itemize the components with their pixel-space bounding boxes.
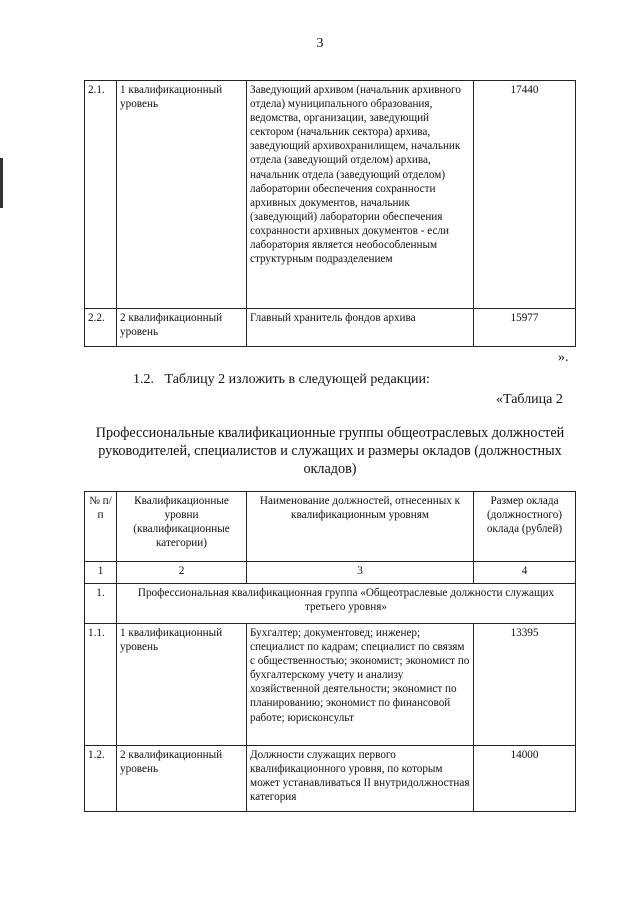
salary-value: 14000 [474,746,576,812]
column-number: 3 [247,562,474,584]
qualification-level: 2 квалификационный уровень [117,309,247,347]
table-row [85,624,576,746]
salary-table-2 [84,491,576,812]
column-number: 1 [85,562,117,584]
salary-table-continuation [84,80,576,347]
column-number-row [85,562,576,584]
header-positions: Наименование должностей, отнесенных к квалификационным уровням [247,492,474,562]
table-row [85,81,576,309]
group-row [85,584,576,624]
closing-quote: ». [558,350,569,365]
amendment-instruction: 1.2. Таблицу 2 изложить в следующей редакции: [133,372,430,387]
salary-value: 15977 [474,309,576,347]
table-heading: Профессиональные квалификационные группы общеотраслевых должностей руководителей, специалистов и служащих и размеры окладов (должностных окладов) [95,425,565,477]
position-names: Заведующий архивом (начальник архивного отдела) муниципального образования, ведомства, организации, заведующий сектором (начальник сектора) архива, заведующий архивохранилищем, начальник отдела (заведующий отделом) архива, начальник отдела (заведующий отделом) лаборатории обеспечения сохранности архивных документов, начальник (заведующий) лаборатории обеспечения сохранности архивных документов - если лаборатория является необособленным структурным подразделением [247,81,474,309]
row-number: 1.2. [85,746,117,812]
position-names: Должности служащих первого квалификационного уровня, по которым может устанавливаться II внутридолжностная категория [247,746,474,812]
header-level: Квалификационные уровни (квалификационные категории) [117,492,247,562]
table-header-row [85,492,576,562]
qualification-level: 1 квалификационный уровень [117,81,247,309]
position-names: Главный хранитель фондов архива [247,309,474,347]
table-row [85,746,576,812]
table-row [85,309,576,347]
group-number: 1. [85,584,117,624]
qualification-level: 1 квалификационный уровень [117,624,247,746]
position-names: Бухгалтер; документовед; инженер; специалист по кадрам; специалист по связям с общественностью; экономист; экономист по бухгалтерскому учету и анализу хозяйственной деятельности; экономист по планированию; экономист по финансовой работе; юрисконсульт [247,624,474,746]
scan-margin-mark [0,158,3,208]
row-number: 2.2. [85,309,117,347]
group-title: Профессиональная квалификационная группа «Общеотраслевые должности служащих третьего уровня» [117,584,576,624]
page-number: 3 [316,36,324,51]
salary-value: 17440 [474,81,576,309]
column-number: 2 [117,562,247,584]
row-number: 2.1. [85,81,117,309]
qualification-level: 2 квалификационный уровень [117,746,247,812]
table-label: «Таблица 2 [496,392,563,407]
header-num: № п/п [85,492,117,562]
salary-value: 13395 [474,624,576,746]
row-number: 1.1. [85,624,117,746]
column-number: 4 [474,562,576,584]
header-salary: Размер оклада (должностного) оклада (рублей) [474,492,576,562]
